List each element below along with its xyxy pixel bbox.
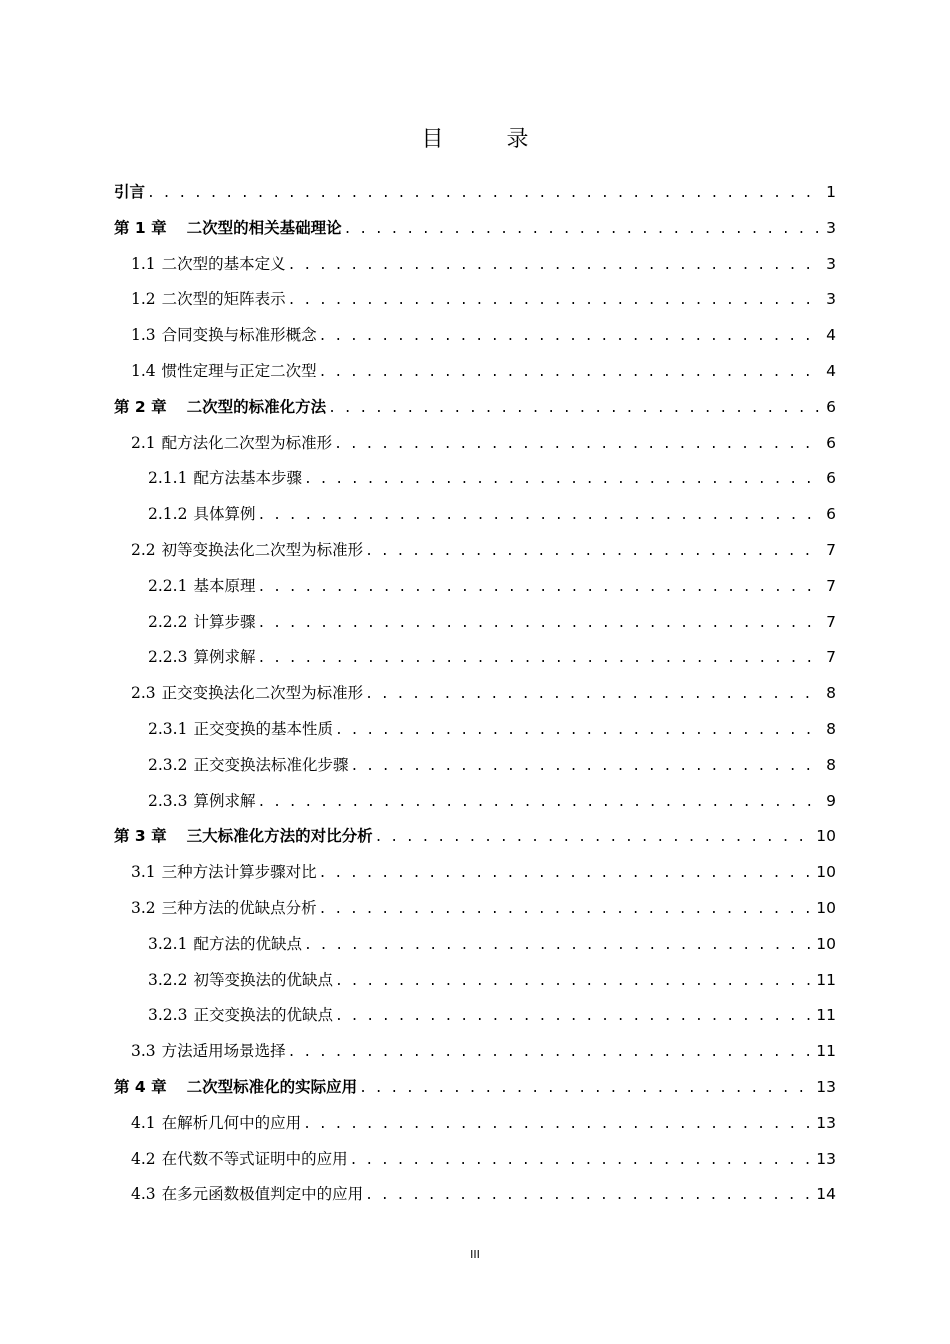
toc-entry-page: 7 [826,612,836,631]
toc-entry-page: 10 [816,863,836,882]
toc-entry-page: 14 [816,1185,836,1204]
toc-entry-number: 3.2.3 [148,1006,188,1025]
toc-entry-title: 初等变换法的优缺点 [193,970,333,989]
toc-entry-title: 合同变换与标准形概念 [161,326,317,345]
toc-entry[interactable] [148,926,836,962]
toc-entry[interactable] [148,604,836,640]
toc-entry[interactable] [148,747,836,783]
dot-leader [350,1143,813,1177]
dot-leader [257,570,822,604]
dot-leader [257,498,822,532]
toc-entry-title: 配方法的优缺点 [193,934,302,953]
toc-entry[interactable] [114,174,836,210]
toc-entry-page: 10 [816,899,836,917]
toc-entry[interactable] [131,675,836,711]
dot-leader [335,964,812,998]
toc-entry-page: 6 [826,397,836,416]
toc-entry-title: 基本原理 [193,576,256,595]
dot-leader [334,427,822,461]
dot-leader [288,248,822,282]
toc-entry[interactable] [131,353,836,389]
toc-entry-page: 7 [826,541,836,559]
toc-entry-number: 2.2 [131,541,156,559]
toc-entry-title: 计算步骤 [193,612,256,631]
toc-entry[interactable] [148,962,836,998]
toc-entry-title: 算例求解 [193,791,256,810]
toc-entry[interactable] [148,711,836,747]
toc-entry-number: 3.3 [131,1042,156,1061]
toc-entry-number: 2.3.2 [148,755,188,774]
dot-leader [304,928,812,962]
toc-entry[interactable] [148,568,836,604]
toc-entry-number: 3.2.2 [148,970,188,989]
toc-entry[interactable] [131,1176,836,1212]
toc-entry-number: 2.2.2 [148,612,188,631]
toc-entry[interactable] [114,389,836,425]
page-number: III [470,1248,480,1261]
toc-entry-page: 7 [826,576,836,595]
dot-leader [257,641,822,675]
toc-entry-number: 2.3.1 [148,720,188,738]
toc-entry-number: 3.2.1 [148,934,188,953]
toc-entry[interactable] [114,1069,836,1105]
dot-leader [257,606,822,640]
toc-entry-number: 第 2 章 [114,397,167,416]
dot-leader [288,283,822,317]
toc-entry-page: 6 [826,505,836,524]
toc-entry-page: 11 [816,1006,836,1025]
toc-entry-number: 1.3 [131,326,156,345]
dot-leader [344,212,823,246]
toc-entry[interactable] [131,1141,836,1177]
toc-entry-title: 在多元函数极值判定中的应用 [161,1185,364,1204]
toc-entry-page: 10 [816,934,836,953]
toc-entry-title: 三大标准化方法的对比分析 [186,827,373,846]
toc-entry-page: 4 [826,362,836,380]
toc-entry-page: 13 [816,1149,836,1168]
dot-leader [350,749,822,783]
toc-entry[interactable] [131,1033,836,1069]
dot-leader [359,1071,812,1105]
dot-leader [365,1178,812,1212]
toc-entry-number: 2.1.2 [148,505,188,524]
toc-entry-title: 具体算例 [193,505,256,524]
toc-entry-title: 三种方法计算步骤对比 [161,863,317,882]
toc-entry-page: 4 [826,326,836,345]
toc-entry-page: 10 [816,827,836,846]
toc-entry[interactable] [148,460,836,496]
toc-entry[interactable] [131,246,836,282]
toc-entry[interactable] [131,425,836,461]
toc-entry[interactable] [148,496,836,532]
toc-entry-number: 2.1 [131,433,156,452]
dot-leader [335,999,812,1033]
toc-entry-title: 二次型的标准化方法 [186,397,327,416]
toc-entry-title: 二次型标准化的实际应用 [186,1078,358,1096]
toc-entry-title: 二次型的矩阵表示 [161,290,286,309]
toc-entry-title: 正交变换法标准化步骤 [193,755,349,774]
toc-entry-number: 1.4 [131,362,156,380]
dot-leader [319,319,822,353]
toc-entry-number: 第 4 章 [114,1078,167,1096]
dot-leader [365,677,822,711]
toc-entry[interactable] [131,281,836,317]
dot-leader [319,355,822,389]
toc-entry-number: 4.2 [131,1149,156,1168]
toc-entry-number: 3.1 [131,863,156,882]
toc-entry-title: 在解析几何中的应用 [161,1113,302,1132]
toc-entry-number: 2.3.3 [148,791,188,810]
toc-entry-number: 4.3 [131,1185,156,1204]
toc-entry-page: 13 [816,1078,836,1096]
toc-entry-title: 算例求解 [193,648,256,667]
dot-leader [304,462,822,496]
toc-entry-number: 2.3 [131,684,156,703]
dot-leader [375,820,813,854]
dot-leader [365,534,822,568]
toc-entry-title: 二次型的基本定义 [161,254,286,273]
toc-entry-number: 1.1 [131,254,156,273]
toc-entry-number: 第 1 章 [114,218,167,237]
toc-entry-page: 8 [826,755,836,774]
dot-leader [257,785,822,819]
dot-leader [319,856,813,890]
toc-entry[interactable] [131,890,836,926]
dot-leader [319,892,813,926]
toc-entry-title: 惯性定理与正定二次型 [161,362,317,380]
toc-entry-page: 6 [826,433,836,452]
toc-entry-title: 配方法化二次型为标准形 [161,433,333,452]
toc-entry[interactable] [114,210,836,246]
toc-entry-page: 8 [826,720,836,738]
dot-leader [328,391,822,425]
toc-entry[interactable] [131,1105,836,1141]
toc-entry-title: 三种方法的优缺点分析 [161,899,317,917]
toc-entry-title: 二次型的相关基础理论 [186,218,342,237]
toc-entry-number: 2.2.3 [148,648,188,667]
toc-entry-number: 2.2.1 [148,576,188,595]
toc-entry-title: 在代数不等式证明中的应用 [161,1149,348,1168]
toc-entry-title: 配方法基本步骤 [193,469,302,488]
toc-entry[interactable] [131,854,836,890]
toc-entry-number: 1.2 [131,290,156,309]
toc-entry-page: 1 [826,183,836,201]
toc-entry-page: 3 [826,290,836,309]
toc-entry-number: 3.2 [131,899,156,917]
toc-title: 目 录 [421,127,557,152]
toc-entry-title: 正交变换法化二次型为标准形 [161,684,364,703]
toc-entry-page: 9 [826,791,836,810]
dot-leader [335,713,822,747]
toc-entry-page: 11 [816,970,836,989]
toc-entry-title: 正交变换的基本性质 [193,720,333,738]
toc-entry-page: 8 [826,684,836,703]
toc-entry[interactable] [148,639,836,675]
toc-entry-page: 7 [826,648,836,667]
toc-entry-title: 引言 [114,183,146,201]
dot-leader [147,176,822,210]
toc-entry[interactable] [148,783,836,819]
toc-entry-page: 3 [826,254,836,273]
toc-entry-page: 13 [816,1113,836,1132]
toc-entry-page: 11 [816,1042,836,1061]
toc-entry-number: 2.1.1 [148,469,188,488]
dot-leader [303,1107,812,1141]
toc-entry-page: 3 [826,218,836,237]
toc-entry[interactable] [114,818,836,854]
toc-entry-title: 初等变换法化二次型为标准形 [161,541,364,559]
toc-entry-title: 方法适用场景选择 [161,1042,286,1061]
toc-entry-number: 第 3 章 [114,827,167,846]
toc-entry[interactable] [148,997,836,1033]
toc-entry[interactable] [131,317,836,353]
toc-entry-number: 4.1 [131,1113,156,1132]
toc-entry-title: 正交变换法的优缺点 [193,1006,333,1025]
dot-leader [288,1035,813,1069]
toc-entry-page: 6 [826,469,836,488]
toc-entry[interactable] [131,532,836,568]
